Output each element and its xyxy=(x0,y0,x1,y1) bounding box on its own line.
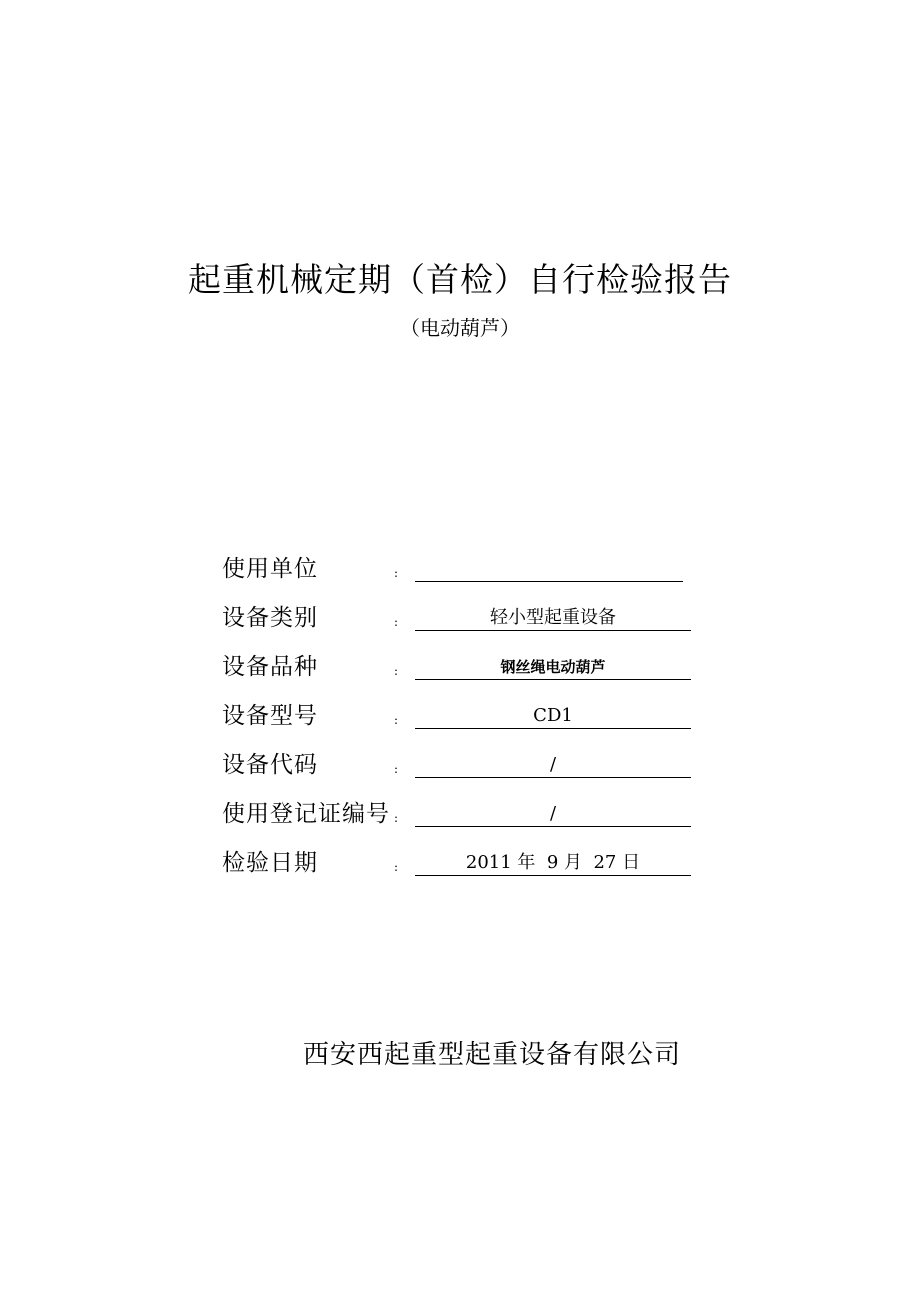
field-user-unit xyxy=(222,549,702,598)
field-label: 设备品种 xyxy=(222,654,318,680)
field-equipment-category xyxy=(222,598,702,647)
field-colon: : xyxy=(394,566,399,580)
field-value: / xyxy=(415,753,691,778)
info-fields xyxy=(222,549,702,892)
field-equipment-code xyxy=(222,745,702,794)
field-colon: : xyxy=(394,860,399,874)
field-label: 使用登记证编号 xyxy=(222,801,390,827)
field-label: 设备型号 xyxy=(222,703,318,729)
report-title: 起重机械定期（首检）自行检验报告 xyxy=(188,260,732,299)
field-value: 轻小型起重设备 xyxy=(415,606,691,631)
field-label: 设备类别 xyxy=(222,605,318,631)
field-value: 钢丝绳电动葫芦 xyxy=(415,655,691,680)
field-value: CD1 xyxy=(415,704,691,729)
field-colon: : xyxy=(394,664,399,678)
field-value xyxy=(415,557,683,582)
field-equipment-model xyxy=(222,696,702,745)
field-label: 检验日期 xyxy=(222,850,318,876)
field-colon: : xyxy=(394,615,399,629)
field-colon: : xyxy=(394,713,399,727)
field-inspection-date xyxy=(222,843,702,892)
field-label: 设备代码 xyxy=(222,752,318,778)
report-subtitle: （电动葫芦） xyxy=(400,316,520,340)
field-label: 使用单位 xyxy=(222,556,318,582)
field-colon: : xyxy=(394,811,399,825)
field-value: 2011 年 9 月 27 日 xyxy=(415,851,691,876)
field-equipment-variety xyxy=(222,647,702,696)
company-name: 西安西起重型起重设备有限公司 xyxy=(302,1040,681,1070)
field-registration-number xyxy=(222,794,702,843)
field-colon: : xyxy=(394,762,399,776)
field-value: / xyxy=(415,802,691,827)
